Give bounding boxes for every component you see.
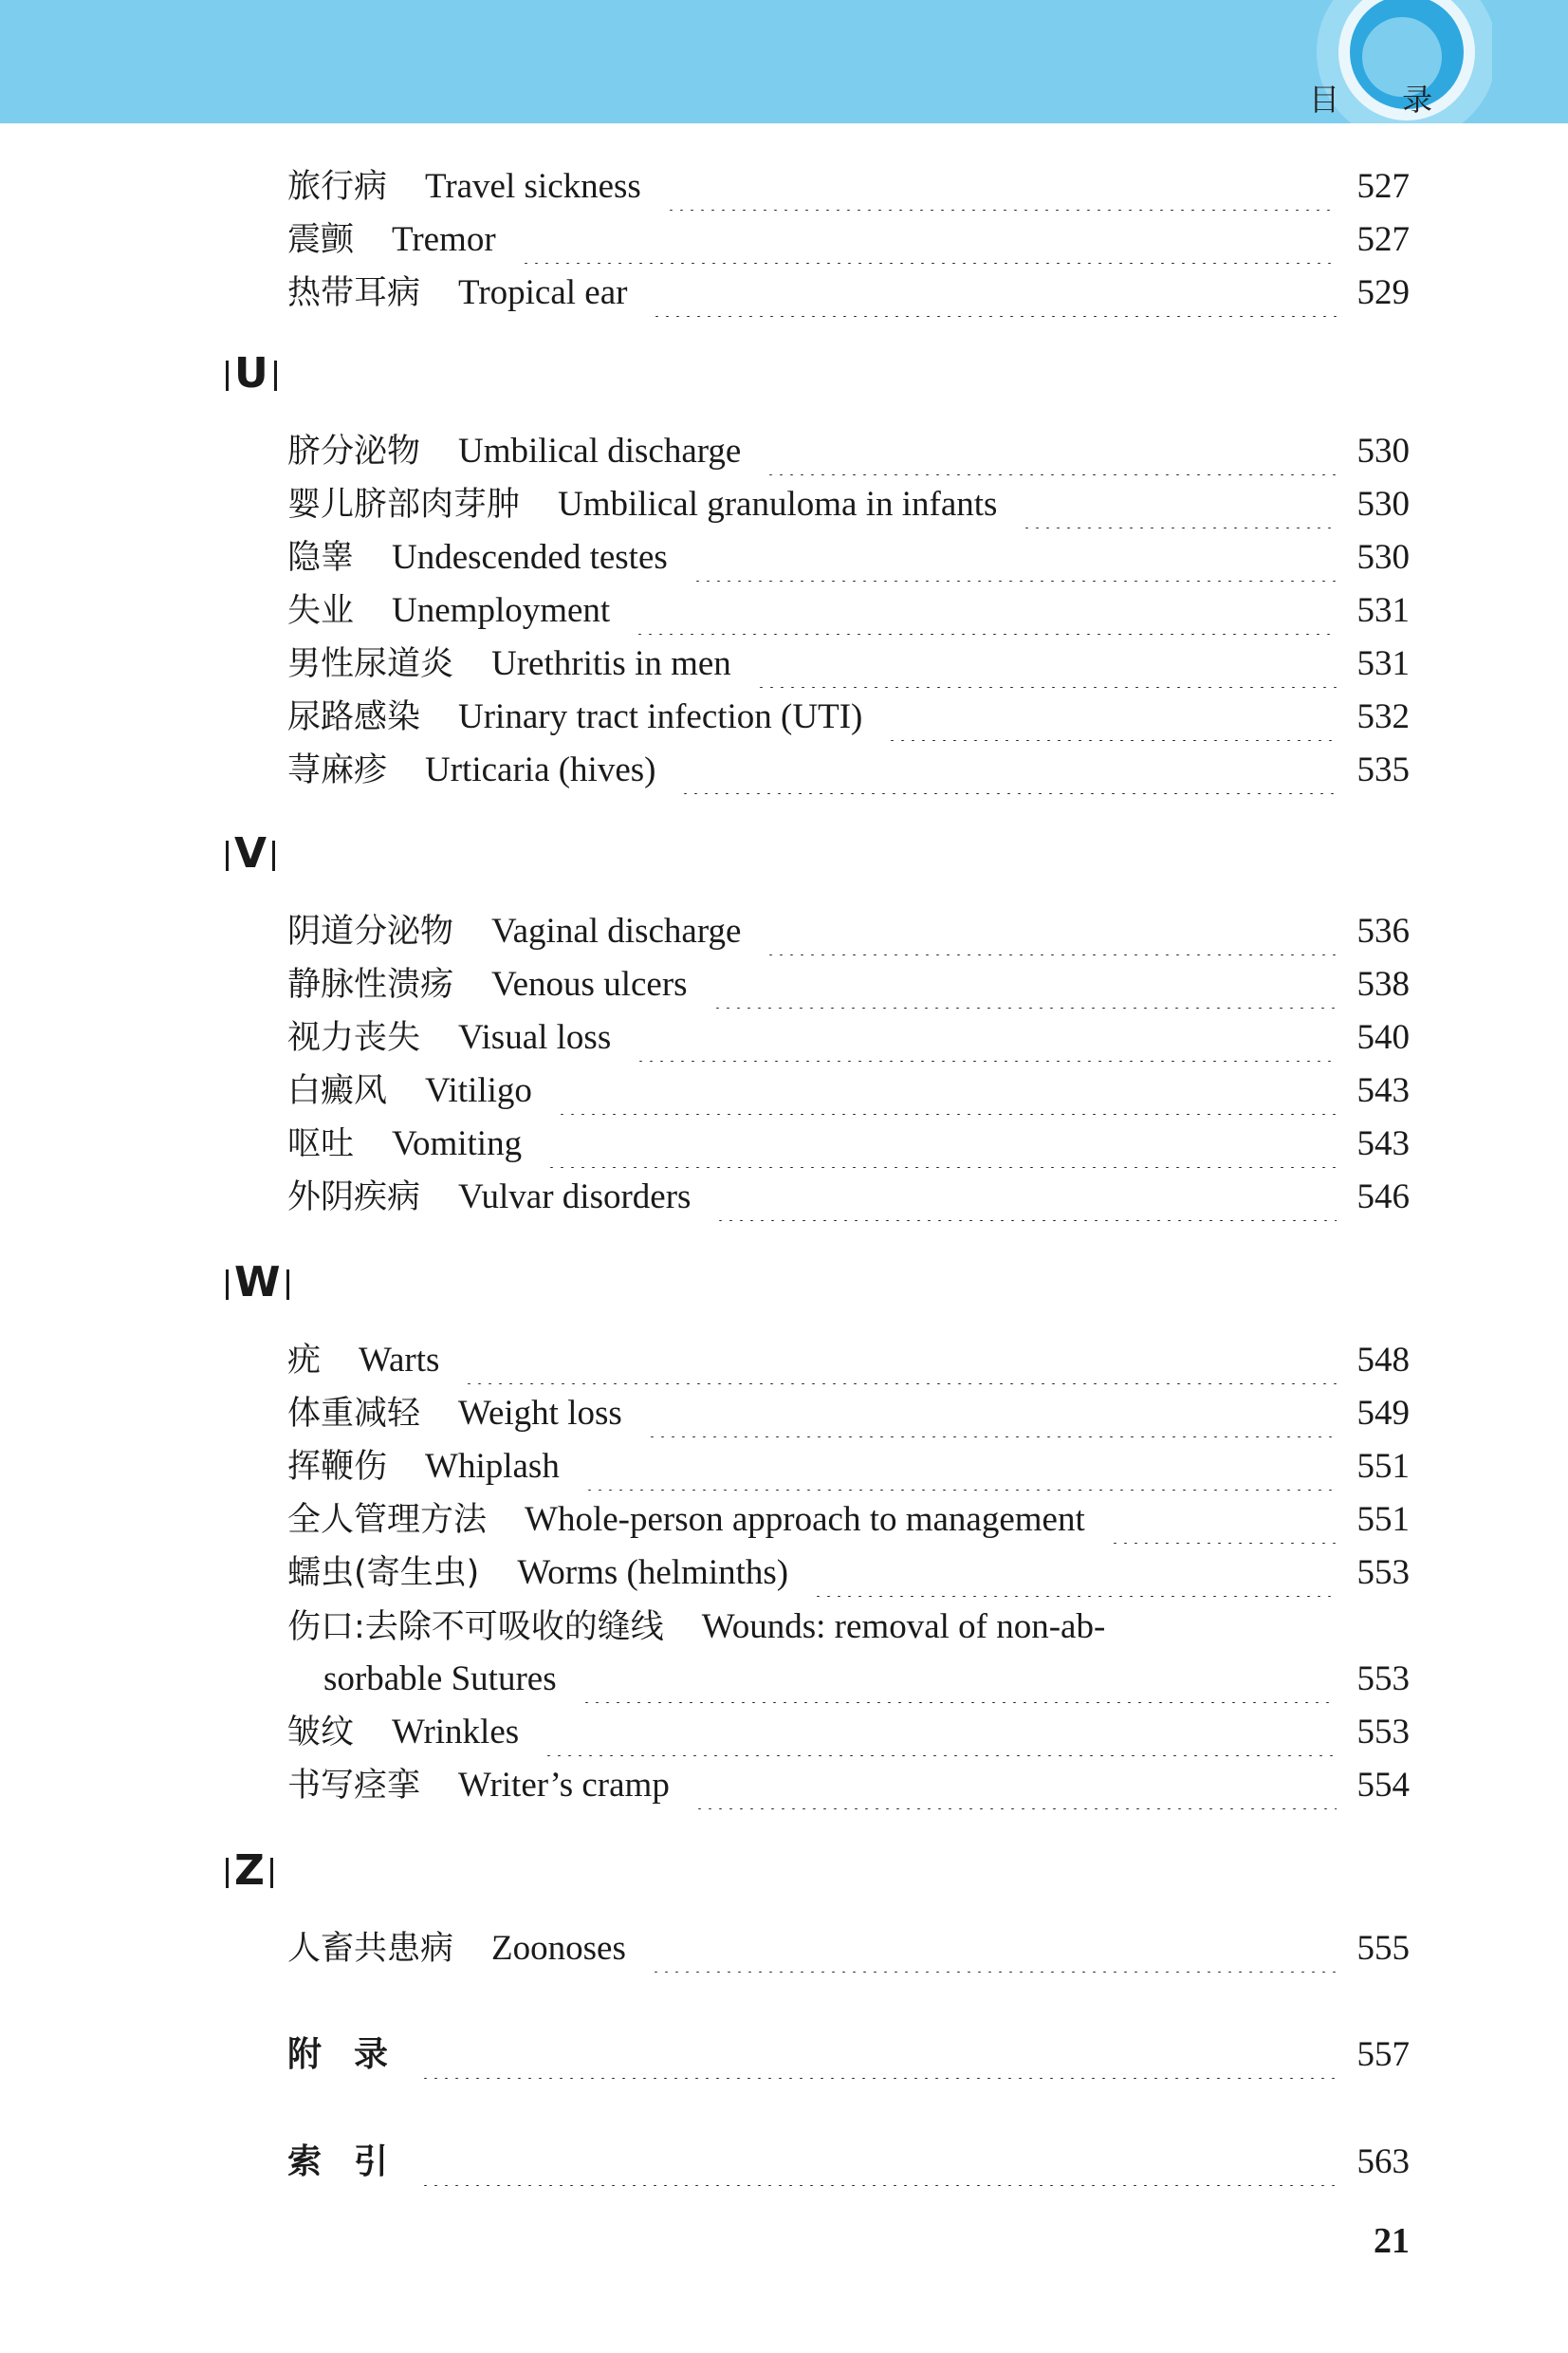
appendix-label: 附录 (287, 2035, 421, 2074)
toc-entry[interactable] (287, 269, 1410, 317)
entry-page-number: 531 (1356, 591, 1410, 630)
entry-english-title: Vaginal discharge (491, 912, 742, 951)
entry-chinese-title: 旅行病 (287, 168, 388, 206)
dot-leader (647, 1390, 1337, 1437)
toc-entry[interactable] (287, 1174, 1410, 1221)
entry-english-title: Umbilical granuloma in infants (558, 485, 998, 524)
entry-chinese-title: 蠕虫(寄生虫) (287, 1554, 480, 1592)
entry-english-title: Undescended testes (392, 538, 668, 577)
dot-leader (692, 534, 1337, 582)
entry-page-number: 527 (1356, 167, 1410, 206)
toc-entry[interactable] (287, 747, 1410, 794)
toc-entry[interactable] (287, 587, 1410, 635)
entry-chinese-title: 全人管理方法 (287, 1501, 488, 1539)
entry-english-title: Visual loss (458, 1018, 612, 1057)
entry-page-number: 529 (1356, 273, 1410, 312)
toc-entry[interactable] (287, 1925, 1410, 1973)
entry-chinese-title: 白癜风 (287, 1072, 388, 1110)
entry-page-number: 540 (1356, 1018, 1410, 1057)
entry-english-title: Writer’s cramp (458, 1766, 670, 1805)
entry-chinese-title: 尿路感染 (287, 698, 421, 736)
dot-leader (766, 428, 1336, 475)
toc-entry[interactable] (287, 1496, 1410, 1544)
toc-entry[interactable] (287, 216, 1410, 264)
entry-page-number: 530 (1356, 432, 1410, 471)
entry-english-title: Tropical ear (458, 273, 628, 312)
dot-leader (666, 163, 1337, 211)
entry-english-title: Weight loss (458, 1394, 622, 1433)
toc-entry[interactable] (287, 1121, 1410, 1168)
entry-chinese-title: 挥鞭伤 (287, 1448, 388, 1486)
dot-leader (557, 1067, 1337, 1115)
entry-chinese-title: 书写痉挛 (287, 1767, 421, 1805)
toc-entry[interactable] (287, 1067, 1410, 1115)
entry-chinese-title: 热带耳病 (287, 274, 421, 312)
dot-leader (464, 1337, 1336, 1384)
entry-english-title: Urticaria (hives) (425, 750, 656, 789)
dot-leader (712, 961, 1337, 1009)
entry-chinese-title: 疣 (287, 1342, 322, 1380)
entry-english-title: Wrinkles (392, 1713, 520, 1751)
dot-leader (636, 1014, 1336, 1062)
entry-english-title: Zoonoses (491, 1929, 626, 1968)
section-letter-z: Z (220, 1843, 279, 1899)
entry-chinese-title: 隐睾 (287, 539, 355, 577)
entry-english-title: Urethritis in men (491, 644, 731, 683)
entry-english-title: Travel sickness (425, 167, 641, 206)
entry-page-number: 532 (1356, 697, 1410, 736)
entry-chinese-title: 视力丧失 (287, 1019, 421, 1057)
entry-page-number: 549 (1356, 1394, 1410, 1433)
entry-chinese-title: 失业 (287, 592, 355, 630)
toc-entry[interactable] (287, 163, 1410, 211)
entry-chinese-title: 男性尿道炎 (287, 645, 454, 683)
entry-english-title: Urinary tract infection (UTI) (458, 697, 863, 736)
entry-page-number: 527 (1356, 220, 1410, 259)
toc-entry[interactable] (287, 1014, 1410, 1062)
dot-leader (521, 216, 1337, 264)
entry-english-title: Whole-person approach to management (525, 1500, 1085, 1539)
toc-entry-index[interactable] (287, 2139, 1410, 2186)
header-title: 目 录 (1309, 82, 1460, 118)
entry-page-number: 548 (1356, 1341, 1410, 1380)
entry-page-number: 535 (1356, 750, 1410, 789)
entry-chinese-title: 呕吐 (287, 1125, 355, 1163)
entry-english-title: Worms (helminths) (517, 1553, 789, 1592)
entry-chinese-title: 脐分泌物 (287, 433, 421, 471)
dot-leader (756, 640, 1337, 688)
dot-leader (1022, 481, 1336, 528)
dot-leader (680, 747, 1336, 794)
entry-chinese-title: 荨麻疹 (287, 751, 388, 789)
toc-entry-appendix[interactable] (287, 2031, 1410, 2079)
entry-chinese-title: 皱纹 (287, 1714, 355, 1751)
entry-page-number: 543 (1356, 1124, 1410, 1163)
entry-page-number: 543 (1356, 1071, 1410, 1110)
entry-english-title: Unemployment (392, 591, 611, 630)
entry-chinese-title: 震颤 (287, 221, 355, 259)
appendix-page-number: 557 (1356, 2035, 1410, 2074)
toc-entry[interactable] (287, 1549, 1410, 1597)
entry-english-title: Warts (359, 1341, 440, 1380)
section-letter-w: W (220, 1254, 295, 1311)
entry-page-number: 530 (1356, 538, 1410, 577)
entry-chinese-title: 体重减轻 (287, 1395, 421, 1433)
entry-chinese-title: 伤口:去除不可吸收的缝线 (287, 1608, 664, 1646)
entry-english-title: Whiplash (425, 1447, 560, 1486)
entry-english-title: Vitiligo (425, 1071, 532, 1110)
toc-entry[interactable] (287, 1762, 1410, 1809)
dot-leader (420, 2031, 1336, 2079)
dot-leader (715, 1174, 1336, 1221)
page-number: 21 (1374, 2221, 1410, 2261)
entry-page-number: 553 (1356, 1659, 1410, 1698)
entry-english-continuation: sorbable Sutures (323, 1659, 557, 1698)
entry-english-title: Venous ulcers (491, 965, 688, 1004)
entry-page-number: 546 (1356, 1177, 1410, 1216)
entry-chinese-title: 静脉性溃疡 (287, 966, 454, 1004)
entry-chinese-title: 婴儿脐部肉芽肿 (287, 486, 521, 524)
dot-leader (1110, 1496, 1337, 1544)
entry-chinese-title: 外阴疾病 (287, 1178, 421, 1216)
dot-leader (766, 908, 1336, 955)
section-letter-u: U (220, 345, 283, 402)
entry-page-number: 536 (1356, 912, 1410, 951)
entry-english-title: Vulvar disorders (458, 1177, 692, 1216)
dot-leader (420, 2139, 1336, 2186)
dot-leader (694, 1762, 1337, 1809)
entry-chinese-title: 人畜共患病 (287, 1930, 454, 1968)
dot-leader (584, 1443, 1337, 1491)
entry-page-number: 555 (1356, 1929, 1410, 1968)
dot-leader (887, 694, 1336, 741)
entry-page-number: 551 (1356, 1447, 1410, 1486)
dot-leader (581, 1656, 1337, 1703)
toc-entry[interactable] (287, 1709, 1410, 1756)
toc-entry[interactable] (287, 1443, 1410, 1491)
entry-page-number: 530 (1356, 485, 1410, 524)
entry-english-title: Wounds: removal of non-ab- (701, 1607, 1106, 1646)
toc-entry[interactable] (287, 428, 1410, 475)
dot-leader (544, 1709, 1336, 1756)
entry-page-number: 551 (1356, 1500, 1410, 1539)
entry-english-title: Umbilical discharge (458, 432, 742, 471)
entry-english-title: Vomiting (392, 1124, 523, 1163)
dot-leader (546, 1121, 1336, 1168)
toc-entry-continuation[interactable] (323, 1656, 1410, 1703)
dot-leader (813, 1549, 1336, 1597)
dot-leader (651, 1925, 1337, 1973)
toc-entry[interactable] (287, 961, 1410, 1009)
entry-english-title: Tremor (392, 220, 496, 259)
entry-page-number: 538 (1356, 965, 1410, 1004)
toc-entry-first-line[interactable] (287, 1603, 1410, 1650)
index-page-number: 563 (1356, 2142, 1410, 2181)
toc-entry[interactable] (287, 908, 1410, 955)
toc-entry[interactable] (287, 534, 1410, 582)
toc-entry[interactable] (287, 1337, 1410, 1384)
dot-leader (652, 269, 1336, 317)
toc-entry[interactable] (287, 481, 1410, 528)
entry-page-number: 553 (1356, 1553, 1410, 1592)
entry-chinese-title: 阴道分泌物 (287, 913, 454, 951)
entry-page-number: 554 (1356, 1766, 1410, 1805)
toc-entry[interactable] (287, 640, 1410, 688)
entry-page-number: 553 (1356, 1713, 1410, 1751)
toc-entry[interactable] (287, 1390, 1410, 1437)
dot-leader (635, 587, 1336, 635)
entry-page-number: 531 (1356, 644, 1410, 683)
index-label: 索引 (287, 2142, 421, 2181)
toc-entry[interactable] (287, 694, 1410, 741)
section-letter-v: V (220, 825, 281, 882)
